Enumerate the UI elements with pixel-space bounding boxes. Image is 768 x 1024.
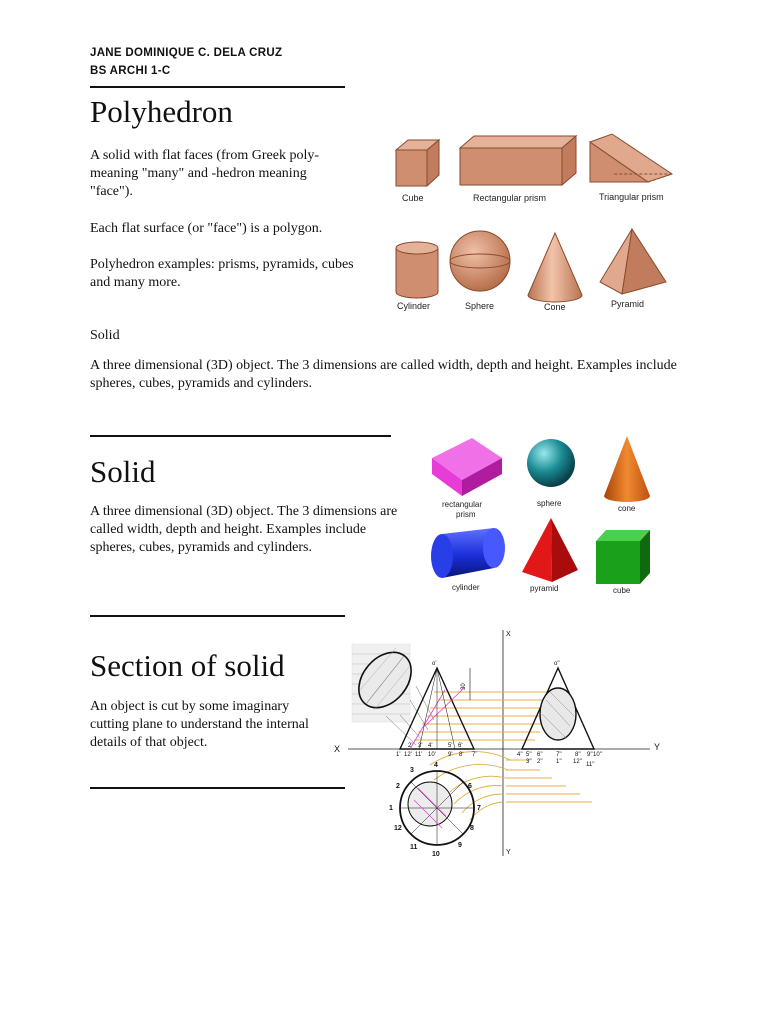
author-course: BS ARCHI 1-C — [90, 65, 171, 77]
front-pt-10: 10' — [428, 752, 436, 758]
label-pyramid-2: pyramid — [530, 584, 559, 593]
plan-pt-11: 11 — [410, 844, 418, 851]
section-rule-3 — [90, 787, 345, 789]
polyhedron-shapes-figure — [390, 130, 690, 320]
plan-pt-12: 12 — [394, 825, 402, 832]
polyhedron-examples: Polyhedron examples: prisms, pyramids, cubes and many more. — [90, 257, 354, 290]
front-point-labels — [396, 743, 476, 758]
plan-pt-3: 3 — [410, 767, 414, 774]
rectangular-prism-shape — [460, 136, 576, 185]
side-pt-1: 1'' — [556, 759, 562, 765]
solid-definition: A three dimensional (3D) object. The 3 dimensions are called width, depth and height. Examples include spheres, cubes, pyramids and cylinders. — [90, 504, 398, 555]
front-pt-4: 4' — [428, 743, 433, 749]
plan-view — [400, 771, 474, 845]
section-drawing — [330, 620, 680, 865]
section-title: Section of solid — [90, 648, 285, 683]
label-rectangular: rectangular — [442, 500, 483, 509]
side-pt-12: 12'' — [573, 759, 582, 765]
label-cylinder-2: cylinder — [452, 583, 480, 592]
label-cube: Cube — [402, 193, 424, 203]
label-pyramid: Pyramid — [611, 299, 645, 309]
label-sphere: Sphere — [465, 301, 495, 311]
front-pt-11: 11' — [415, 752, 423, 758]
side-pt-10: 10'' — [593, 752, 602, 758]
pyramid-shape — [600, 229, 666, 294]
solid-shapes-figure — [420, 430, 670, 600]
sphere-shape — [450, 231, 510, 291]
side-elevation — [522, 668, 594, 749]
axis-x: X — [334, 744, 341, 754]
polyhedron-definition: A solid with flat faces (from Greek poly-meaning "many" and -hedron meaning "face"). — [90, 148, 319, 199]
plan-pt-6: 6 — [468, 783, 472, 790]
side-pt-4: 4'' — [517, 752, 523, 758]
plan-pt-10: 10 — [432, 851, 440, 858]
header-rule — [90, 86, 345, 88]
author-name: JANE DOMINIQUE C. DELA CRUZ — [90, 47, 283, 59]
cube-shape — [396, 140, 439, 186]
side-pt-6: 6'' — [537, 752, 543, 758]
axis-y: Y — [654, 742, 661, 752]
section-rule-2 — [90, 615, 345, 617]
plan-pt-9: 9 — [458, 842, 462, 849]
apex-front: o' — [432, 661, 437, 667]
label-triangular-prism: Triangular prism — [599, 192, 664, 202]
side-pt-7: 7'' — [556, 752, 562, 758]
green-cube-shape — [596, 530, 650, 584]
side-pt-8: 8'' — [575, 752, 581, 758]
label-prism: prism — [456, 510, 476, 519]
side-pt-9: 9'' — [587, 752, 593, 758]
front-pt-12: 12' — [404, 752, 412, 758]
label-rectangular-prism: Rectangular prism — [473, 193, 547, 203]
plan-pt-8: 8 — [470, 825, 474, 832]
side-pt-3: 3'' — [526, 759, 532, 765]
front-pt-3: 3' — [418, 743, 423, 749]
label-cylinder: Cylinder — [397, 301, 431, 311]
front-pt-8: 8' — [459, 752, 464, 758]
label-sphere-2: sphere — [537, 499, 562, 508]
solid-title: Solid — [90, 454, 156, 489]
side-pt-2: 2'' — [537, 759, 543, 765]
label-cube-2: cube — [613, 586, 631, 595]
front-pt-9: 9' — [448, 752, 453, 758]
front-pt-7: 7' — [472, 752, 477, 758]
triangular-prism-shape — [590, 134, 672, 182]
magenta-prism-shape — [432, 438, 502, 496]
section-definition: An object is cut by some imaginary cutting plane to understand the internal details of that object. — [90, 699, 309, 750]
front-elevation — [400, 668, 474, 749]
front-pt-2: 2' — [408, 743, 413, 749]
axis-y1: Y — [506, 849, 511, 856]
front-pt-5: 5' — [448, 743, 453, 749]
plan-pt-7: 7 — [477, 805, 481, 812]
red-pyramid-shape — [522, 518, 578, 582]
front-pt-1: 1' — [396, 752, 401, 758]
solid-inline-definition: A three dimensional (3D) object. The 3 dimensions are called width, depth and height. Examples include spheres, cubes, pyramids and cylinders. — [90, 358, 677, 391]
dimension-30: 30 — [461, 683, 467, 690]
plan-pt-2: 2 — [396, 783, 400, 790]
side-pt-11: 11'' — [586, 762, 595, 768]
blue-cylinder-shape — [431, 528, 505, 578]
section-rule-1 — [90, 435, 391, 437]
side-point-labels — [517, 752, 602, 768]
cone-shape — [528, 233, 582, 302]
teal-sphere-shape — [527, 439, 575, 487]
orange-cone-shape — [604, 436, 650, 502]
label-cone: Cone — [544, 302, 566, 312]
apex-side: o'' — [554, 661, 560, 667]
solid-term: Solid — [90, 328, 120, 343]
label-cone-2: cone — [618, 504, 636, 513]
axis-x1: X — [506, 631, 511, 638]
cylinder-shape — [396, 242, 438, 298]
front-pt-6: 6' — [458, 743, 463, 749]
plan-pt-4: 4 — [434, 762, 438, 769]
plan-pt-1: 1 — [389, 805, 393, 812]
side-pt-5: 5'' — [526, 752, 532, 758]
polyhedron-title: Polyhedron — [90, 94, 233, 129]
polyhedron-polygon-note: Each flat surface (or "face") is a polygon. — [90, 221, 323, 236]
